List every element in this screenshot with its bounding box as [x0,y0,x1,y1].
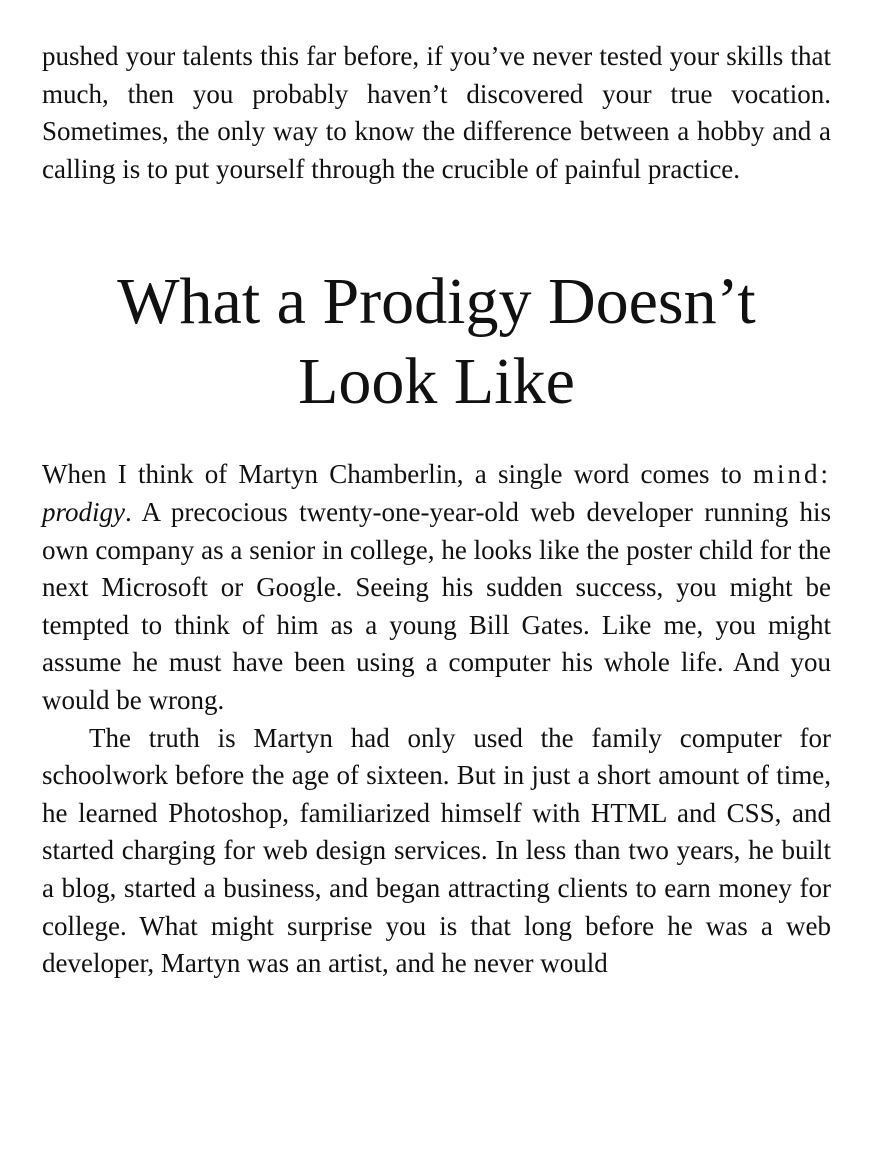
paragraph-1-mind-word: mind: [752,459,831,490]
opening-paragraph: pushed your talents this far before, if you’ve never tested your skills that much, then you probably haven’t discovered your true vocation. Sometimes, the only way to know the difference between a hobby and a calling is to put yourself through the crucible of painful practice. [42,41,831,184]
paragraph-1-rest: . A precocious twenty-one-year-old web developer running his own company as a senior in college, he looks like the poster child for the next Microsoft or Google. Seeing his sudden success, you might be tempted to think of him as a young Bill Gates. Like me, you might assume he must have been using a computer his whole life. And you would be wrong. [42,496,831,715]
paragraph-1-lead: When I think of Martyn Chamberlin, a single word comes to [42,459,742,490]
paragraph-1 [42,456,831,719]
section-heading [42,262,831,422]
paragraph-1-emphasis: prodigy [42,496,125,527]
paragraph-2: The truth is Martyn had only used the family computer for schoolwork before the age of sixteen. But in just a short amount of time, he learned Photoshop, familiarized himself with HTML and CSS, and started charging for web design services. In less than two years, he built a blog, started a business, and began attracting clients to earn money for college. What might surprise you is that long before he was a web developer, Martyn was an artist, and he never would [42,722,831,979]
heading-line-1: What a Prodigy Doesn’t [117,265,756,339]
book-page [42,38,831,983]
heading-line-2: Look Like [298,345,575,419]
